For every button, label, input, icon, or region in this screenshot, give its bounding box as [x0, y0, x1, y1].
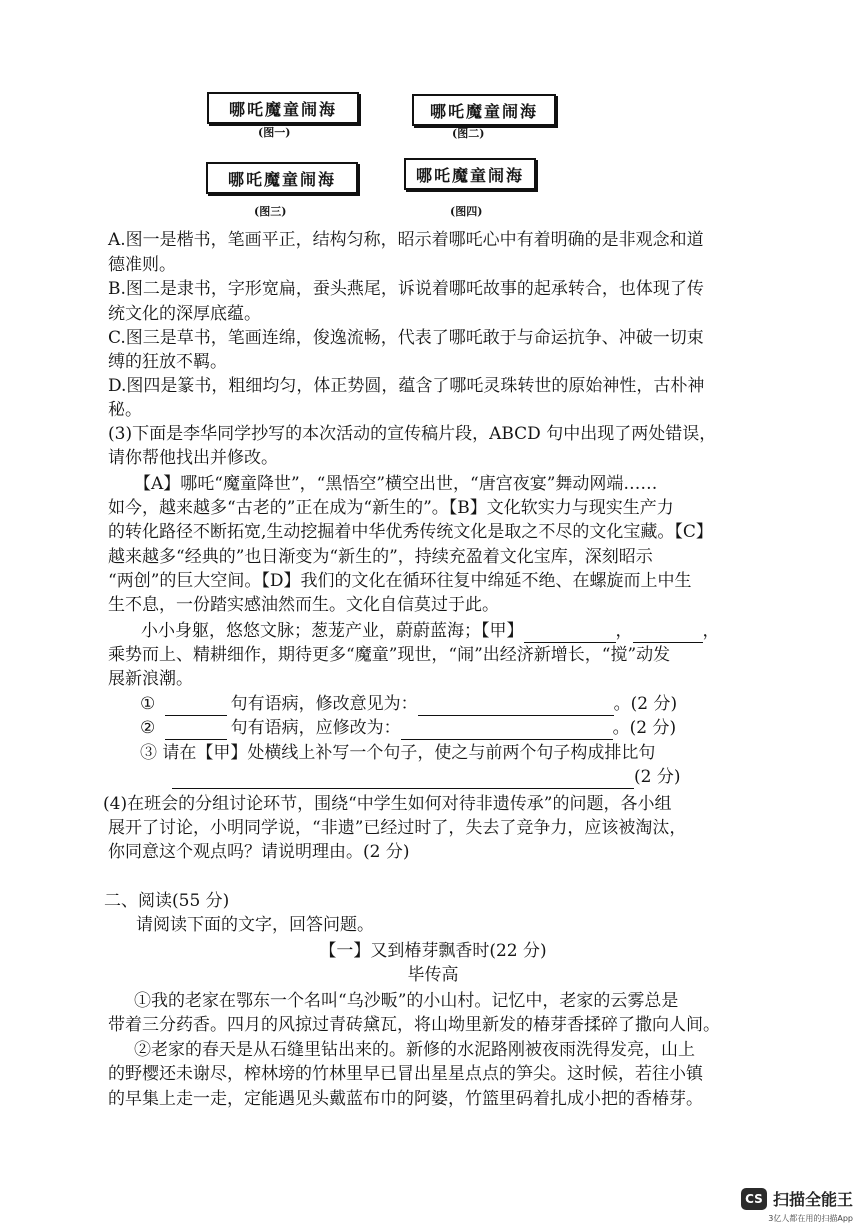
option-c-line-2: 缚的狂放不羁。	[108, 352, 227, 372]
question-4-line-3: 你同意这个观点吗？请说明理由。(2 分)	[108, 842, 410, 862]
subq-1	[140, 692, 677, 716]
option-a-line-1: A.图一是楷书，笔画平正，结构匀称，昭示着哪吒心中有着明确的是非观念和道	[108, 230, 704, 250]
question-4-line-2: 展开了讨论，小明同学说，“非遗”已经过时了，失去了竞争力，应该被淘汰，	[108, 818, 687, 838]
option-a-line-2: 德准则。	[108, 255, 176, 275]
reading-line-3: ②老家的春天是从石缝里钻出来的。新修的水泥路刚被夜雨洗得发亮，山上	[134, 1040, 695, 1060]
option-d-line-1: D.图四是篆书，粗细均匀，体正势圆，蕴含了哪吒灵珠转世的原始神性，古朴神	[108, 376, 705, 396]
subq-1-num: ①	[140, 694, 156, 714]
subq-2-num: ②	[140, 718, 156, 738]
figure-3-text: 哪吒魔童闹海	[227, 169, 336, 189]
camscanner-logo-icon: CS	[741, 1188, 767, 1210]
subq-3: ③ 请在【甲】处横线上补写一个句子，使之与前两个句子构成排比句	[140, 743, 656, 763]
figure-1-caption: (图一)	[258, 126, 291, 139]
scanner-app-tagline: 3亿人都在用的扫描App	[768, 1214, 853, 1223]
figure-1-box	[207, 92, 359, 124]
reading-line-4: 的野樱还未谢尽，榨林塝的竹林里早已冒出星星点点的笋尖。这时候，若往小镇	[108, 1064, 703, 1084]
reading-author: 毕传高	[407, 965, 459, 985]
question-3-line-2: 请你帮他找出并修改。	[108, 448, 278, 468]
passage-line-5: “两创”的巨大空间。【D】我们的文化在循环往复中绵延不绝、在螺旋而上中生	[108, 571, 692, 591]
option-d-line-2: 秘。	[108, 400, 142, 420]
figure-4-box	[404, 158, 536, 190]
section-2-heading: 二、阅读(55 分)	[104, 891, 230, 911]
figure-2-caption: (图二)	[452, 127, 485, 140]
question-3-line-1: (3)下面是李华同学抄写的本次活动的宣传稿片段，ABCD 句中出现了两处错误，	[108, 424, 717, 444]
para2-line-3: 展新浪潮。	[108, 669, 193, 689]
figure-3-caption: (图三)	[254, 205, 287, 218]
option-b-line-2: 统文化的深厚底蕴。	[108, 304, 261, 324]
passage-line-3: 的转化路径不断拓宽,生动挖掘着中华优秀传统文化是取之不尽的文化宝藏。【C】	[108, 522, 713, 542]
figure-4-text: 哪吒魔童闹海	[415, 165, 524, 185]
subq-2-score: 。(2 分)	[612, 718, 677, 738]
passage-line-6: 生不息，一份踏实感油然而生。文化自信莫过于此。	[108, 595, 499, 615]
figure-1-text: 哪吒魔童闹海	[228, 99, 337, 119]
subq-2-mid: 句有语病，应修改为：	[230, 718, 401, 738]
jia-blank-2[interactable]	[633, 624, 703, 643]
subq-2-blank-a[interactable]	[165, 721, 227, 740]
figure-2-box	[412, 94, 556, 126]
subq-1-score: 。(2 分)	[613, 694, 678, 714]
option-b-line-1: B.图二是隶书，字形宽扁，蚕头燕尾，诉说着哪吒故事的起承转合，也体现了传	[108, 279, 704, 299]
reading-line-5: 的早集上走一走，定能遇见头戴蓝布巾的阿婆，竹篮里码着扎成小把的香椿芽。	[108, 1089, 703, 1109]
figure-3-box	[206, 162, 358, 194]
reading-title: 【一】又到椿芽飘香时(22 分)	[319, 941, 547, 961]
passage-line-4: 越来越多“经典的”也日渐变为“新生的”，持续充盈着文化宝库，深刻昭示	[108, 547, 653, 567]
reading-line-2: 带着三分药香。四月的风掠过青砖黛瓦，将山坳里新发的椿芽香揉碎了撒向人间。	[108, 1015, 720, 1035]
option-c-line-1: C.图三是草书，笔画连绵，俊逸流畅，代表了哪吒敢于与命运抗争、冲破一切束	[108, 328, 704, 348]
scanner-watermark	[741, 1187, 853, 1210]
figure-2-text: 哪吒魔童闹海	[429, 101, 538, 121]
passage-line-1: 【A】哪吒“魔童降世”，“黑悟空”横空出世，“唐宫夜宴”舞动网端……	[134, 474, 658, 494]
scanner-app-name: 扫描全能王	[772, 1190, 853, 1209]
para2-text: 小小身躯，悠悠文脉；葱茏产业，蔚蔚蓝海；【甲】	[141, 621, 524, 641]
subq-1-blank-a[interactable]	[165, 697, 227, 716]
figure-4-caption: (图四)	[450, 205, 483, 218]
subq-3-blank[interactable]	[172, 770, 634, 789]
passage-line-2: 如今，越来越多“古老的”正在成为“新生的”。【B】文化软实力与现实生产力	[108, 498, 674, 518]
para2-end: ，	[702, 621, 720, 641]
para2-line-1	[141, 619, 720, 643]
subq-3-answer	[172, 765, 680, 789]
reading-line-1: ①我的老家在鄂东一个名叫“乌沙畈”的小山村。记忆中，老家的云雾总是	[134, 991, 679, 1011]
subq-1-mid: 句有语病，修改意见为：	[230, 694, 418, 714]
para2-line-2: 乘势而上、精耕细作，期待更多“魔童”现世，“闹”出经济新增长，“搅”动发	[108, 645, 671, 665]
jia-blank-1[interactable]	[524, 624, 616, 643]
subq-2-blank-b[interactable]	[401, 721, 613, 740]
section-2-instruction: 请阅读下面的文字，回答问题。	[136, 915, 374, 935]
para2-sep: ，	[615, 621, 633, 641]
subq-1-blank-b[interactable]	[418, 697, 614, 716]
question-4-line-1: (4)在班会的分组讨论环节，围绕“中学生如何对待非遗传承”的问题，各小组	[103, 794, 672, 814]
subq-3-score: (2 分)	[634, 767, 681, 787]
subq-2	[140, 716, 676, 740]
